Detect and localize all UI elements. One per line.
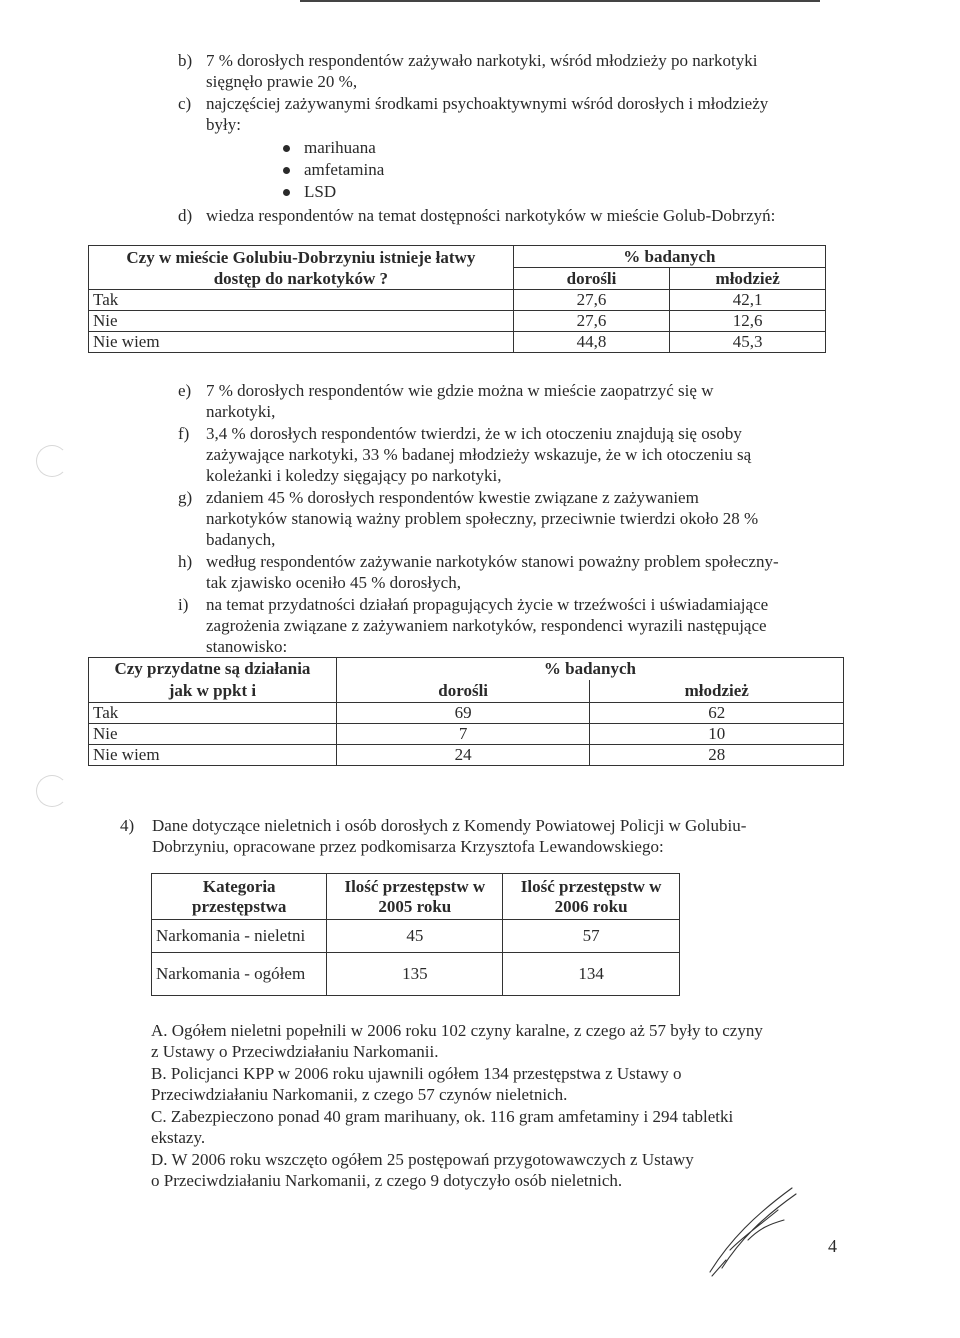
text-line: ekstazy. <box>151 1128 206 1147</box>
bullet-dot-icon <box>283 167 290 174</box>
table-question-header <box>89 658 337 703</box>
header-line: Ilość przestępstw w <box>344 876 486 896</box>
text-line: A. Ogółem nieletni popełnili w 2006 roku 102 czyny karalne, z czego aż 57 były to czyny <box>151 1021 763 1040</box>
list-label: h) <box>178 552 193 571</box>
text-line: D. W 2006 roku wszczęto ogółem 25 postępowań przygotowawczych z Ustawy <box>151 1150 694 1169</box>
page-number: 4 <box>828 1236 837 1256</box>
row-label: Nie wiem <box>89 332 514 353</box>
column-header-adults: dorośli <box>513 268 670 290</box>
list-label: f) <box>178 424 190 443</box>
text-line: zdaniem 45 % dorosłych respondentów kwestie związane z zażywaniem <box>206 488 699 507</box>
row-label: Nie <box>89 724 337 745</box>
table-group-header: % badanych <box>513 246 825 268</box>
note-c <box>151 1106 851 1148</box>
table-question-header <box>89 246 514 290</box>
cell-2005: 45 <box>327 920 503 953</box>
cell-youth: 28 <box>590 745 844 766</box>
police-data-table <box>151 873 680 996</box>
text-line: sięgnęło prawie 20 %, <box>206 72 358 91</box>
cell-youth: 12,6 <box>670 311 826 332</box>
text-line: 7 % dorosłych respondentów zażywało narkotyki, wśród młodzieży po narkotyki <box>206 51 758 70</box>
text-line: najczęściej zażywanymi środkami psychoaktywnymi wśród dorosłych i młodzieży <box>206 94 769 113</box>
row-label: Nie wiem <box>89 745 337 766</box>
list-label: g) <box>178 488 193 507</box>
note-a <box>151 1020 851 1062</box>
cell-youth: 45,3 <box>670 332 826 353</box>
table-row <box>89 332 826 353</box>
punch-hole-mark <box>36 775 68 807</box>
column-header-youth: młodzież <box>670 268 826 290</box>
list-label: c) <box>178 94 192 113</box>
text-line: koleżanki i koledzy sięgający po narkotyki, <box>206 466 502 485</box>
header-line: 2005 roku <box>378 896 452 916</box>
text-line: tak zjawisko oceniło 45 % dorosłych, <box>206 573 461 592</box>
scan-top-edge-line <box>300 0 820 2</box>
text-line: 7 % dorosłych respondentów wie gdzie można w mieście zaopatrzyć się w <box>206 381 714 400</box>
text-line: C. Zabezpieczono ponad 40 gram marihuany, ok. 116 gram amfetaminy i 294 tabletki <box>151 1107 734 1126</box>
column-header-youth: młodzież <box>590 680 844 703</box>
list-label: i) <box>178 595 189 614</box>
row-label: Nie <box>89 311 514 332</box>
text-line: Dane dotyczące nieletnich i osób dorosłych z Komendy Powiatowej Policji w Golubiu- <box>152 816 747 835</box>
table-row <box>89 745 844 766</box>
section-label: 4) <box>120 816 135 835</box>
text-line: narkotyków stanowią ważny problem społeczny, przeciwnie twierdzi około 28 % <box>206 509 759 528</box>
row-label: Tak <box>89 703 337 724</box>
text-line: zagrożenia związane z zażywaniem narkotyków, respondenci wyrazili następujące <box>206 616 767 635</box>
cell-adults: 27,6 <box>513 311 670 332</box>
header-line: Czy w mieście Golubiu-Dobrzyniu istnieje łatwy <box>126 248 476 267</box>
text-line: Przeciwdziałaniu Narkomanii, z czego 57 czynów nieletnich. <box>151 1085 568 1104</box>
bullet-item <box>283 181 336 202</box>
text-line: o Przeciwdziałaniu Narkomanii, z czego 9 dotyczyło osób nieletnich. <box>151 1171 623 1190</box>
usefulness-table <box>88 657 844 766</box>
cell-youth: 42,1 <box>670 290 826 311</box>
bullet-item <box>283 137 376 158</box>
cell-category: Narkomania - ogółem <box>152 953 327 996</box>
column-header-adults: dorośli <box>336 680 590 703</box>
column-header-2005 <box>327 874 503 920</box>
table-row <box>89 311 826 332</box>
text-line: z Ustawy o Przeciwdziałaniu Narkomanii. <box>151 1042 439 1061</box>
column-header-category <box>152 874 327 920</box>
cell-youth: 62 <box>590 703 844 724</box>
handwritten-signature <box>700 1180 810 1280</box>
bullet-dot-icon <box>283 189 290 196</box>
header-line: Ilość przestępstw w <box>520 876 662 896</box>
cell-2006: 57 <box>503 920 680 953</box>
header-line: Kategoria <box>202 876 276 896</box>
cell-adults: 69 <box>336 703 590 724</box>
text-line: zażywające narkotyki, 33 % badanej młodzieży wskazuje, że w ich otoczeniu są <box>206 445 752 464</box>
cell-adults: 24 <box>336 745 590 766</box>
list-label: d) <box>178 206 193 225</box>
column-header-2006 <box>503 874 680 920</box>
table-group-header: % badanych <box>336 658 843 681</box>
row-label: Tak <box>89 290 514 311</box>
bullet-text: LSD <box>304 182 337 201</box>
bullet-item <box>283 159 384 180</box>
cell-2005: 135 <box>327 953 503 996</box>
text-line: B. Policjanci KPP w 2006 roku ujawnili ogółem 134 przestępstwa z Ustawy o <box>151 1064 682 1083</box>
text-line: Dobrzyniu, opracowane przez podkomisarza Krzysztofa Lewandowskiego: <box>152 837 664 856</box>
text-line: na temat przydatności działań propagujących życie w trzeźwości i uświadamiające <box>206 595 769 614</box>
text-line: stanowisko: <box>206 637 288 656</box>
table-row <box>152 953 680 996</box>
text-line: wiedza respondentów na temat dostępności narkotyków w mieście Golub-Dobrzyń: <box>206 206 776 225</box>
text-line: były: <box>206 115 241 134</box>
note-b <box>151 1063 851 1105</box>
header-line: Czy przydatne są działania <box>114 659 311 678</box>
table-row <box>89 290 826 311</box>
table-row <box>89 703 844 724</box>
header-line: przestępstwa <box>192 896 287 916</box>
header-line: dostęp do narkotyków ? <box>213 269 388 288</box>
drug-access-table <box>88 245 826 353</box>
punch-hole-mark <box>36 445 68 477</box>
bullet-dot-icon <box>283 145 290 152</box>
text-line: badanych, <box>206 530 276 549</box>
bullet-text: amfetamina <box>304 160 385 179</box>
text-line: według respondentów zażywanie narkotyków stanowi poważny problem społeczny- <box>206 552 779 571</box>
text-line: 3,4 % dorosłych respondentów twierdzi, że w ich otoczeniu znajdują się osoby <box>206 424 742 443</box>
cell-adults: 44,8 <box>513 332 670 353</box>
header-line: jak w ppkt i <box>168 681 257 700</box>
table-row <box>89 724 844 745</box>
header-line: 2006 roku <box>554 896 628 916</box>
cell-youth: 10 <box>590 724 844 745</box>
cell-2006: 134 <box>503 953 680 996</box>
list-label: e) <box>178 381 192 400</box>
text-line: narkotyki, <box>206 402 276 421</box>
table-row <box>152 920 680 953</box>
list-label: b) <box>178 51 193 70</box>
cell-adults: 7 <box>336 724 590 745</box>
cell-adults: 27,6 <box>513 290 670 311</box>
cell-category: Narkomania - nieletni <box>152 920 327 953</box>
bullet-text: marihuana <box>304 138 376 157</box>
